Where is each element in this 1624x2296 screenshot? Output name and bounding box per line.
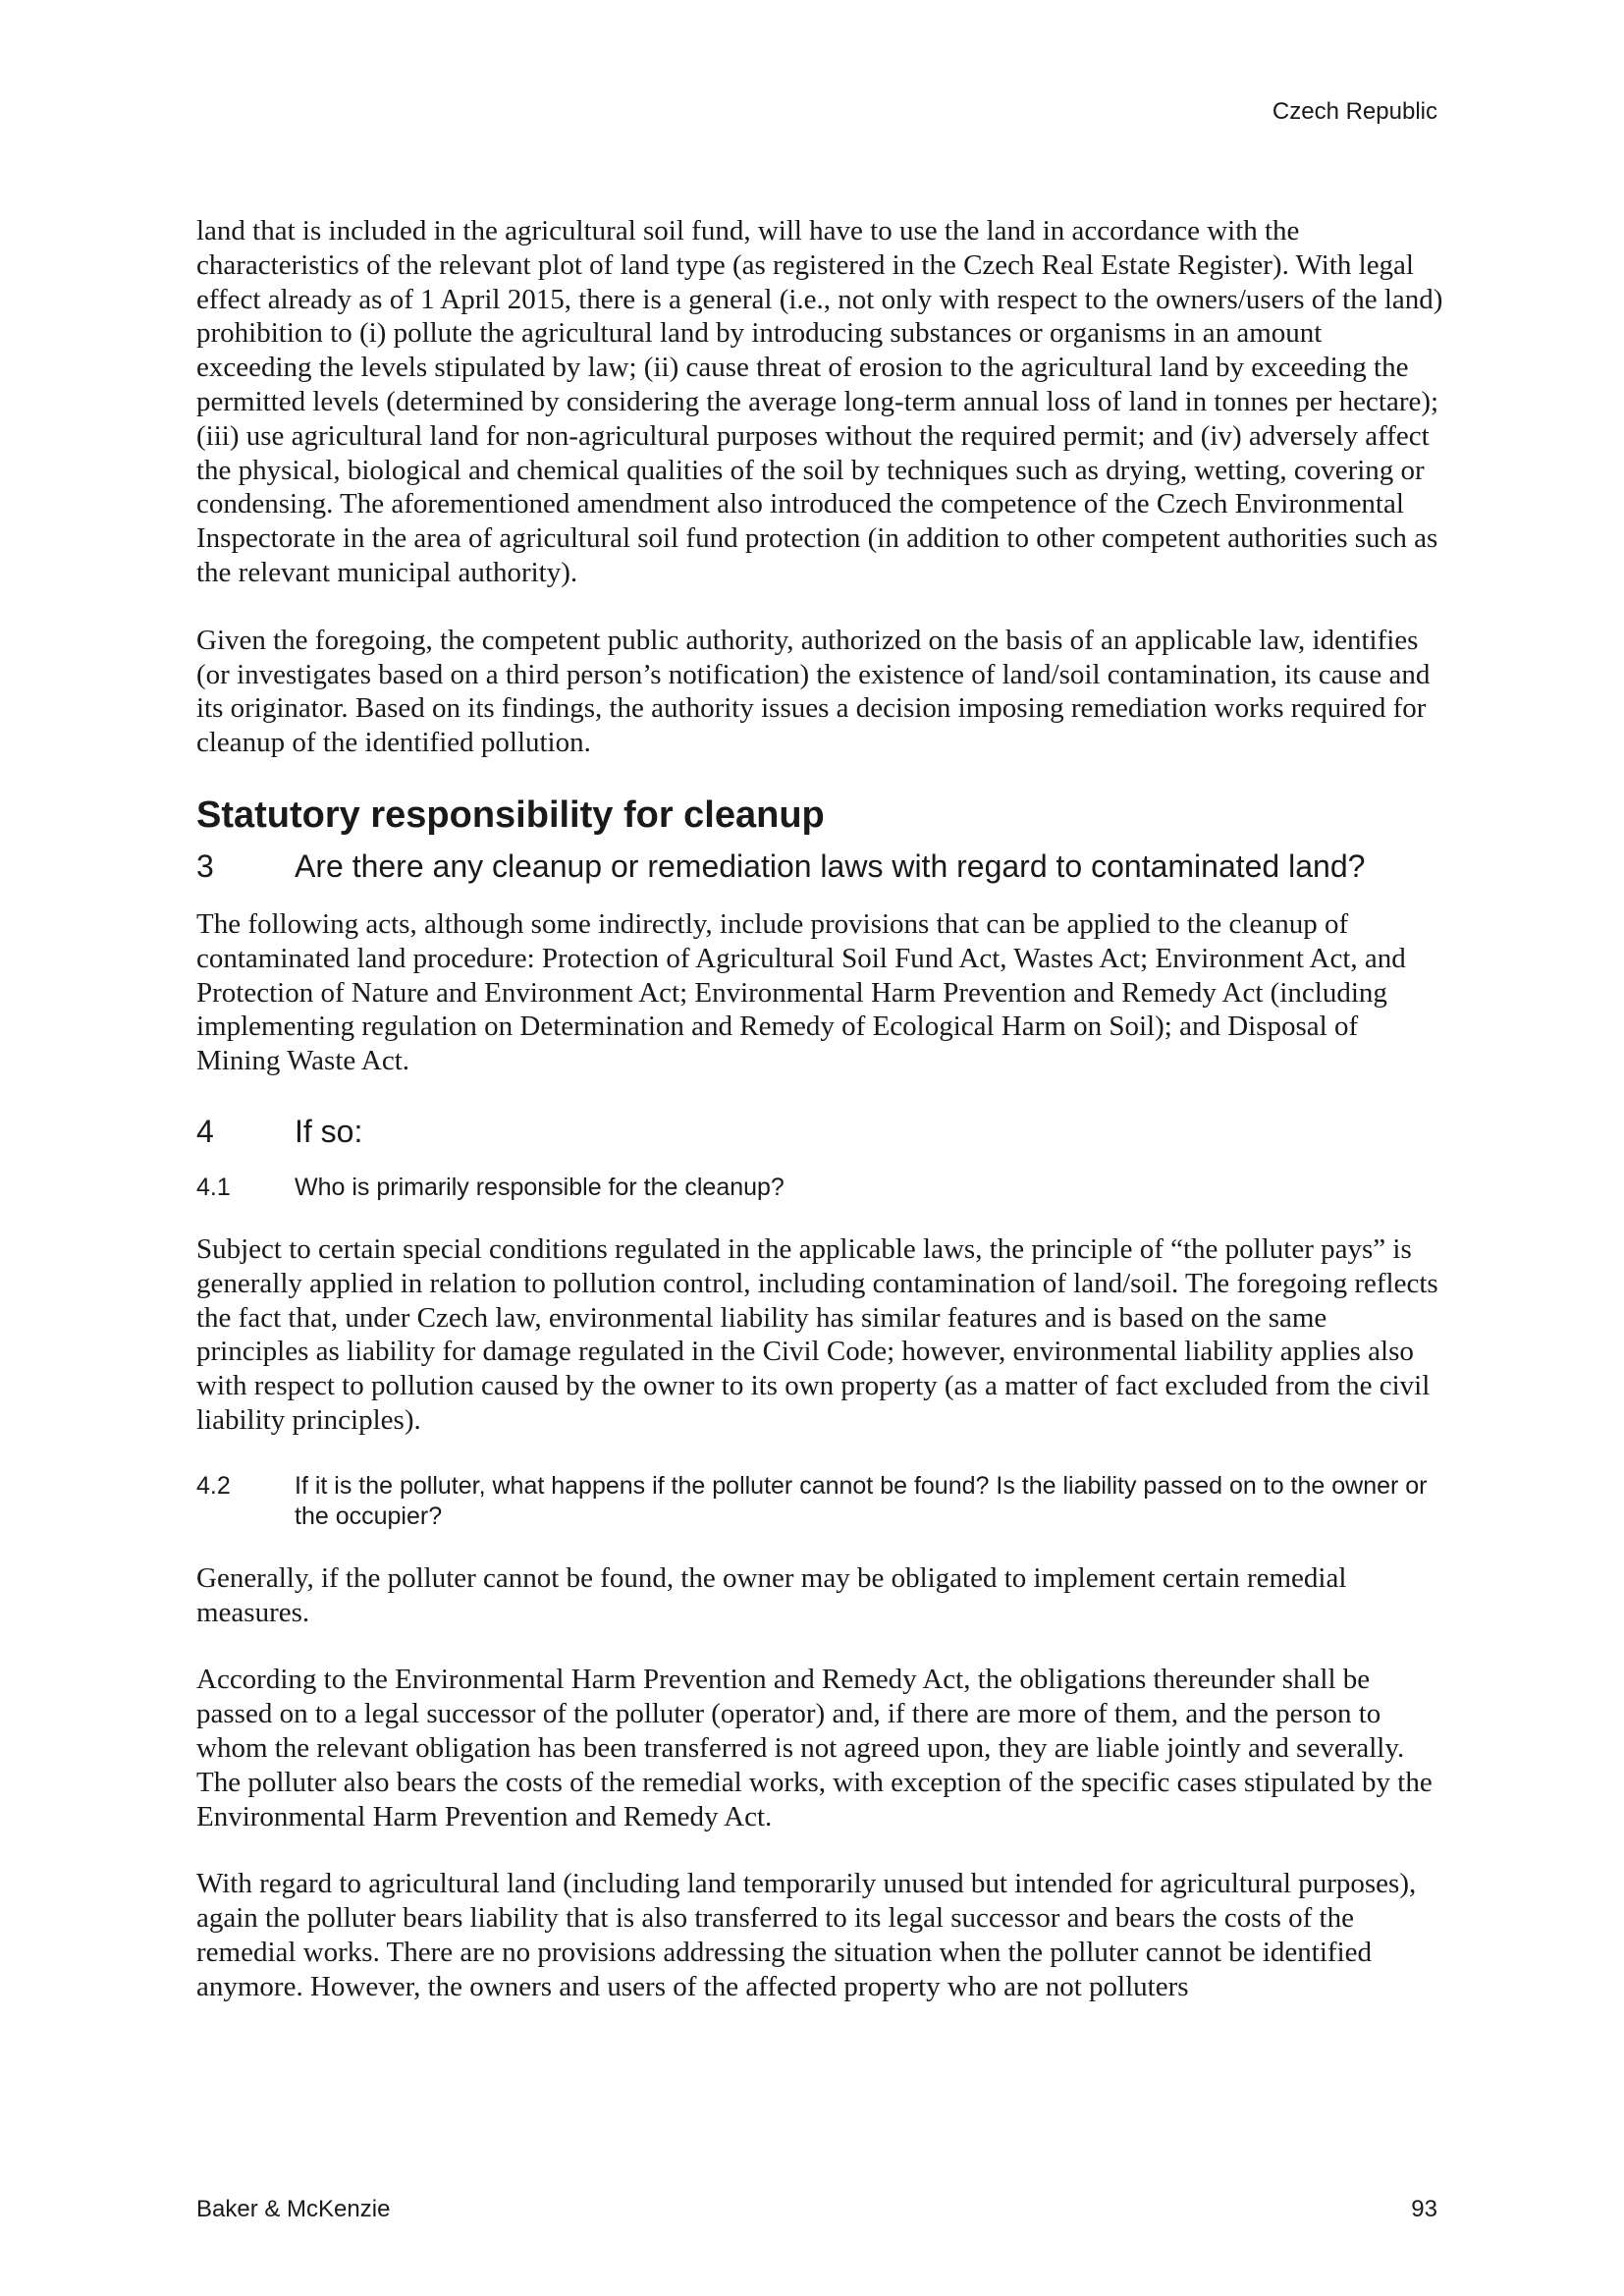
question-4 — [196, 1112, 1443, 1151]
question-number: 4 — [196, 1113, 214, 1149]
running-head: Czech Republic — [1272, 98, 1437, 125]
section-heading: Statutory responsibility for cleanup — [196, 793, 825, 836]
page-content — [196, 214, 1443, 2037]
subquestion-text: Who is primarily responsible for the cleanup? — [295, 1173, 785, 1201]
subquestion-text: If it is the polluter, what happens if the polluter cannot be found? Is the liability passed on to the owner or the occupier? — [295, 1471, 1428, 1530]
footer-publisher: Baker & McKenzie — [196, 2196, 391, 2222]
question-4-1 — [196, 1173, 1443, 1203]
question-text: Are there any cleanup or remediation laws with regard to contaminated land? — [295, 847, 1366, 884]
answer-paragraph: The following acts, although some indirectly, include provisions that can be applied to the cleanup of contaminated land procedure: Protection of Agricultural Soil Fund Act, Wastes Act; Environment Act, and Protection of Nature and Environment Act; Environmental Harm Prevention and Remedy Act (including implementing regulation on Determination and Remedy of Ecological Harm on Soil); and Disposal of Mining Waste Act. — [196, 907, 1406, 1077]
page-number: 93 — [1411, 2196, 1437, 2222]
answer-paragraph: Generally, if the polluter cannot be found, the owner may be obligated to implement certain remedial measures. — [196, 1561, 1347, 1628]
answer-paragraph: With regard to agricultural land (including land temporarily unused but intended for agricultural purposes), again the polluter bears liability that is also transferred to its legal successor and bears the costs of the remedial works. There are no provisions addressing the situation when the polluter cannot be identified anymore. However, the owners and users of the affected property who are not polluters — [196, 1868, 1417, 2002]
subquestion-number: 4.2 — [196, 1471, 231, 1500]
answer-paragraph: According to the Environmental Harm Prevention and Remedy Act, the obligations thereunder shall be passed on to a legal successor of the polluter (operator) and, if there are more of them, and the person to whom the relevant obligation has been transferred is not agreed upon, they are liable jointly and severally. The polluter also bears the costs of the remedial works, with exception of the specific cases stipulated by the Environmental Harm Prevention and Remedy Act. — [196, 1664, 1433, 1832]
question-4-2 — [196, 1471, 1443, 1532]
question-number: 3 — [196, 847, 214, 884]
paragraph: Given the foregoing, the competent public authority, authorized on the basis of an applicable law, identifies (or investigates based on a third person’s notification) the existence of land/soil contamination, its cause and its originator. Based on its findings, the authority issues a decision imposing remediation works required for cleanup of the identified pollution. — [196, 624, 1431, 759]
question-text: If so: — [295, 1113, 363, 1149]
subquestion-number: 4.1 — [196, 1173, 231, 1201]
answer-paragraph: Subject to certain special conditions regulated in the applicable laws, the principle of “the polluter pays” is generally applied in relation to pollution control, including contamination of land/soil. The foregoing reflects the fact that, under Czech law, environmental liability has similar features and is based on the same principles as liability for damage regulated in the Civil Code; however, environmental liability applies also with respect to pollution caused by the owner to its own property (as a matter of fact excluded from the civil liability principles). — [196, 1232, 1438, 1436]
question-3 — [196, 847, 1443, 886]
paragraph: land that is included in the agricultural soil fund, will have to use the land in accordance with the characteristics of the relevant plot of land type (as registered in the Czech Real Estate Register). With legal effect already as of 1 April 2015, there is a general (i.e., not only with respect to the owners/users of the land) prohibition to (i) pollute the agricultural land by introducing substances or organisms in an amount exceeding the levels stipulated by law; (ii) cause threat of erosion to the agricultural land by exceeding the permitted levels (determined by considering the average long-term annual loss of land in tonnes per hectare); (iii) use agricultural land for non-agricultural purposes without the required permit; and (iv) adversely affect the physical, biological and chemical qualities of the soil by techniques such as drying, wetting, covering or condensing. The aforementioned amendment also introduced the competence of the Czech Environmental Inspectorate in the area of agricultural soil fund protection (in addition to other competent authorities such as the relevant municipal authority). — [196, 215, 1443, 588]
